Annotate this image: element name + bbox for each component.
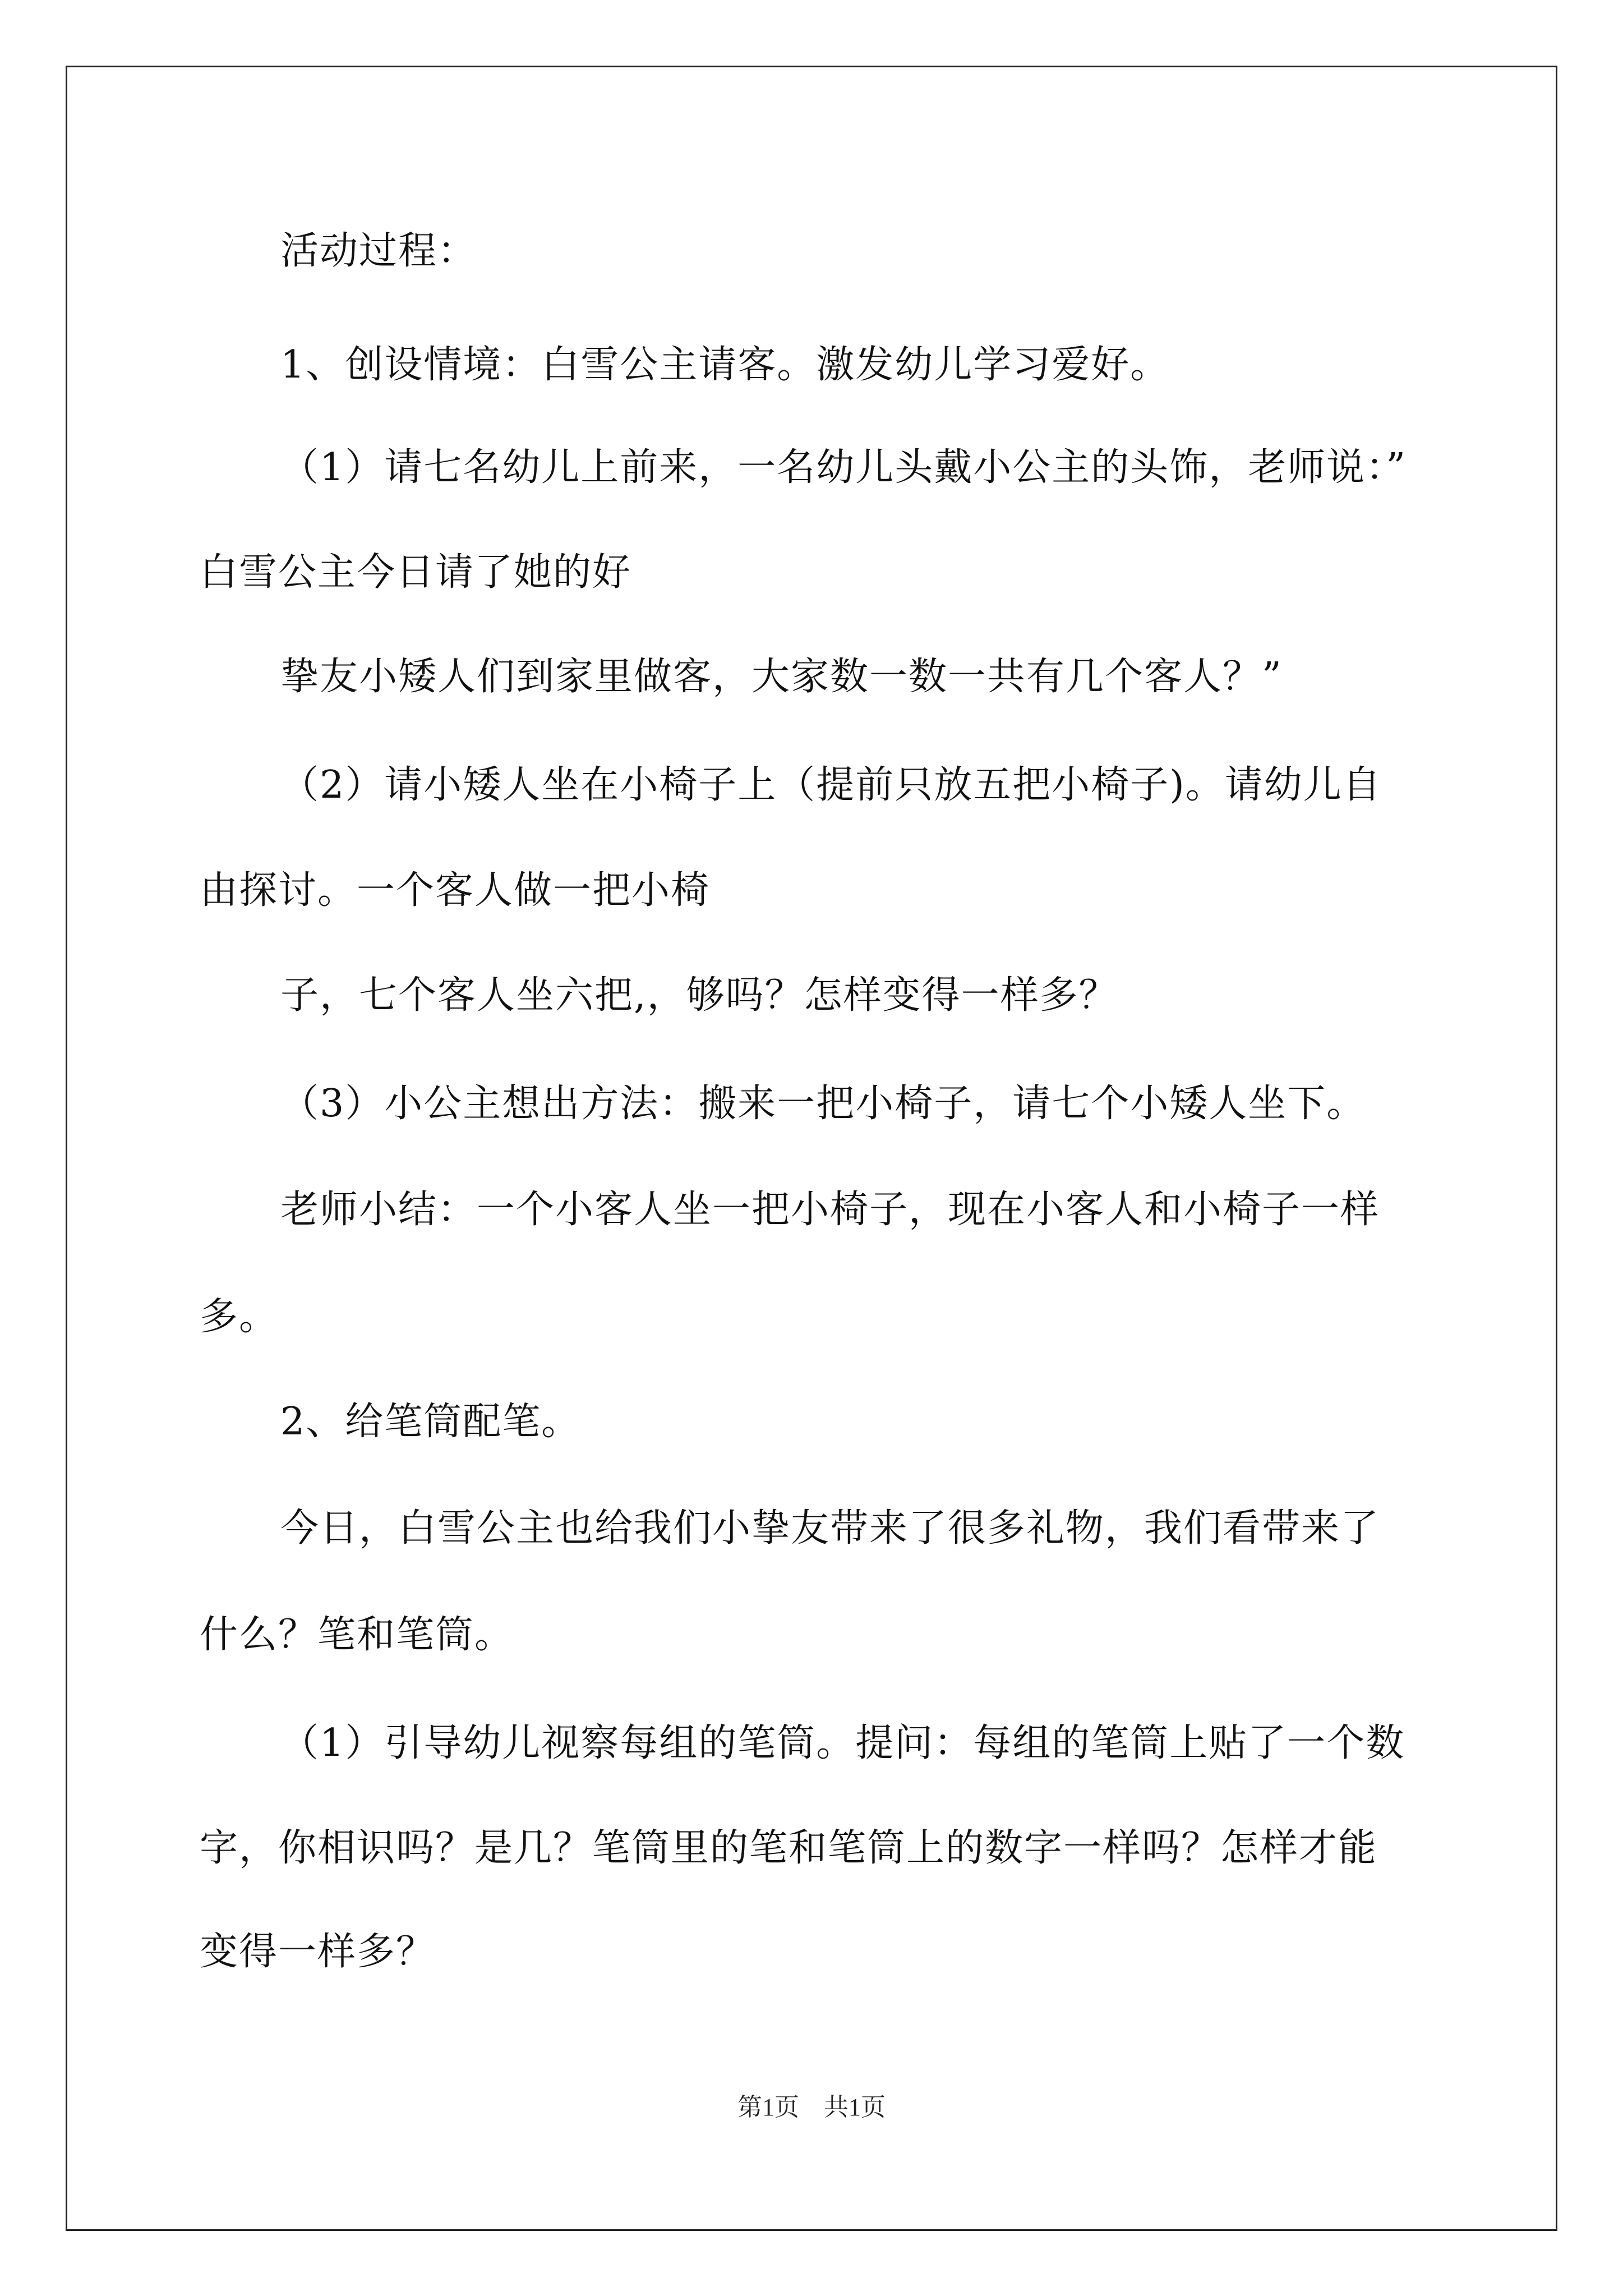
text-line: （3）小公主想出方法：搬来一把小椅子，请七个小矮人坐下。 [280,1082,1366,1126]
text-line: 活动过程： [280,229,477,273]
page-footer: 第1页 共1页 [737,2093,886,2121]
text-line: 变得一样多？ [200,1930,436,1974]
text-line: 由探讨。一个客人做一把小椅 [200,868,711,913]
text-line: （2）请小矮人坐在小椅子上（提前只放五把小椅子)。请幼儿自 [280,763,1382,807]
text-line: 什么？笔和笔筒。 [200,1613,514,1657]
text-line: （1）请七名幼儿上前来，一名幼儿头戴小公主的头饰，老师说：” [280,445,1407,490]
text-line: 子，七个客人坐六把,，够吗？怎样变得一样多？ [280,973,1118,1018]
text-line: 今日，白雪公主也给我们小挚友带来了很多礼物，我们看带来了 [280,1506,1380,1550]
text-line: （1）引导幼儿视察每组的笔筒。提问：每组的笔筒上贴了一个数 [280,1721,1405,1765]
text-line: 白雪公主今日请了她的好 [200,550,632,595]
page-border [66,66,1557,2231]
text-line: 多。 [200,1295,279,1339]
text-line: 挚友小矮人们到家里做客，大家数一数一共有几个客人？” [280,655,1283,699]
text-line: 1、创设情境：白雪公主请客。激发幼儿学习爱好。 [280,343,1170,387]
text-line: 2、给笔筒配笔。 [280,1400,581,1444]
text-line: 字，你相识吗？是几？笔筒里的笔和笔筒上的数字一样吗？怎样才能 [200,1826,1378,1870]
text-line: 老师小结：一个小客人坐一把小椅子，现在小客人和小椅子一样 [280,1188,1380,1232]
